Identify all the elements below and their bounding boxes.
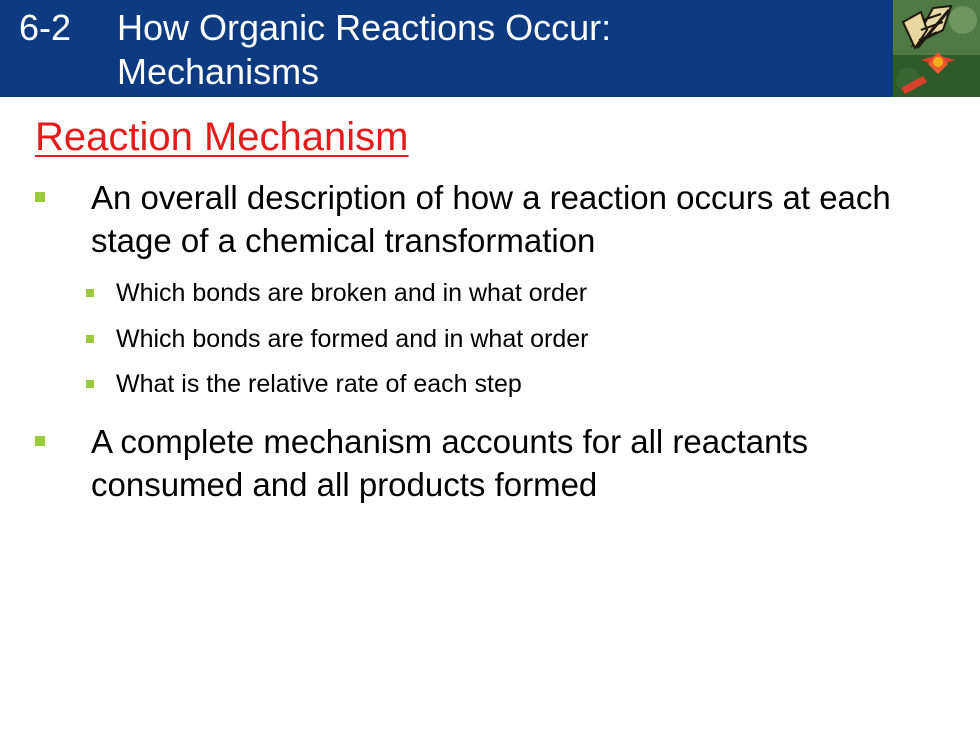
bullet-text: A complete mechanism accounts for all reactants consumed and all products formed	[91, 423, 809, 503]
butterfly-icon	[893, 0, 980, 97]
bullet-square-icon	[86, 380, 94, 388]
bullet-square-icon	[86, 335, 94, 343]
bullet-square-icon	[35, 192, 45, 202]
bullet-square-icon	[86, 289, 94, 297]
sub-bullet-text: Which bonds are broken and in what order	[116, 279, 588, 307]
bullet-text: An overall description of how a reaction occurs at each stage of a chemical transformation	[91, 179, 891, 259]
section-heading: Reaction Mechanism	[35, 115, 409, 159]
butterfly-flower-image	[893, 0, 980, 97]
bullet-square-icon	[35, 436, 45, 446]
sub-bullet-text: Which bonds are formed and in what order	[116, 325, 589, 353]
slide-header	[0, 0, 980, 97]
slide-title: How Organic Reactions Occur: Mechanisms	[117, 7, 612, 92]
sub-bullet-text: What is the relative rate of each step	[116, 370, 522, 398]
slide-number: 6-2	[19, 7, 72, 48]
